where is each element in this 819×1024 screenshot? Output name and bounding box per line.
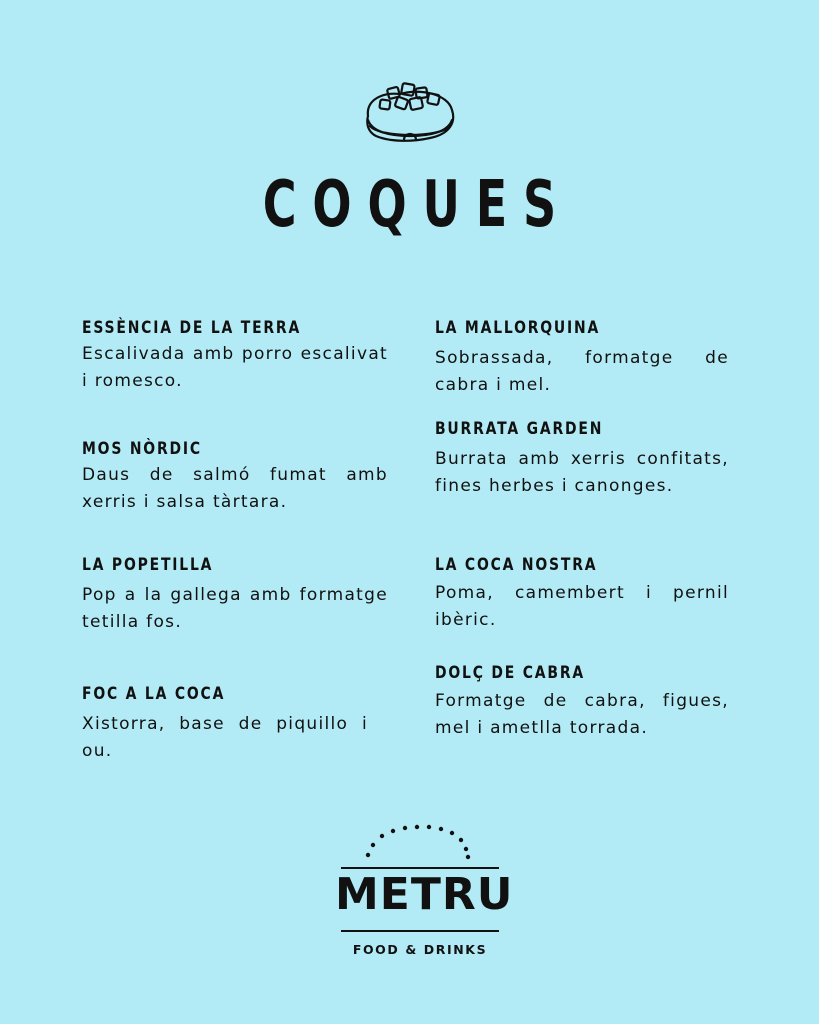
page-title: COQUES: [262, 168, 573, 242]
menu-item-name: LA COCA NOSTRA: [435, 555, 598, 575]
menu-item-name: FOC A LA COCA: [82, 684, 226, 704]
menu-item-description: Sobrassada, formatge de cabra i mel.: [435, 348, 729, 395]
brand-logo: [335, 822, 514, 962]
dotted-arc-icon: [335, 822, 505, 866]
menu-item-name: BURRATA GARDEN: [435, 419, 604, 439]
menu-item-name: DOLÇ DE CABRA: [435, 663, 585, 683]
brand-name: METRU: [335, 869, 514, 920]
menu-item: [435, 554, 729, 634]
menu-item-description: Pop a la gallega amb formatge tetilla fos.: [82, 585, 388, 632]
menu-item-name: ESSÈNCIA DE LA TERRA: [82, 318, 302, 338]
menu-item-description: Formatge de cabra, figues, mel i ametlla torrada.: [435, 691, 729, 738]
menu-item: [435, 662, 729, 742]
menu-item-description: Daus de salmó fumat amb xerris i salsa tàrtara.: [82, 465, 388, 512]
menu-item-name: LA MALLORQUINA: [435, 318, 601, 338]
menu-item: [82, 438, 388, 516]
brand-divider-bottom: [341, 930, 499, 932]
menu-item-description: Poma, camembert i pernil ibèric.: [435, 583, 729, 630]
menu-item: [82, 554, 388, 636]
menu-item-description: Escalivada amb porro escalivat i romesco.: [82, 344, 388, 391]
menu-item: [82, 317, 388, 395]
menu-item-description: Xistorra, base de piquillo i ou.: [82, 714, 368, 761]
menu-item: [82, 683, 388, 765]
menu-item-description: Burrata amb xerris confitats, fines herbes i canonges.: [435, 449, 729, 496]
coca-flatbread-icon: [360, 78, 460, 148]
menu-item: [435, 418, 729, 500]
menu-item: [435, 317, 729, 399]
brand-subtitle: FOOD & DRINKS: [352, 942, 488, 957]
menu-item-name: LA POPETILLA: [82, 555, 214, 575]
menu-item-name: MOS NÒRDIC: [82, 439, 202, 459]
